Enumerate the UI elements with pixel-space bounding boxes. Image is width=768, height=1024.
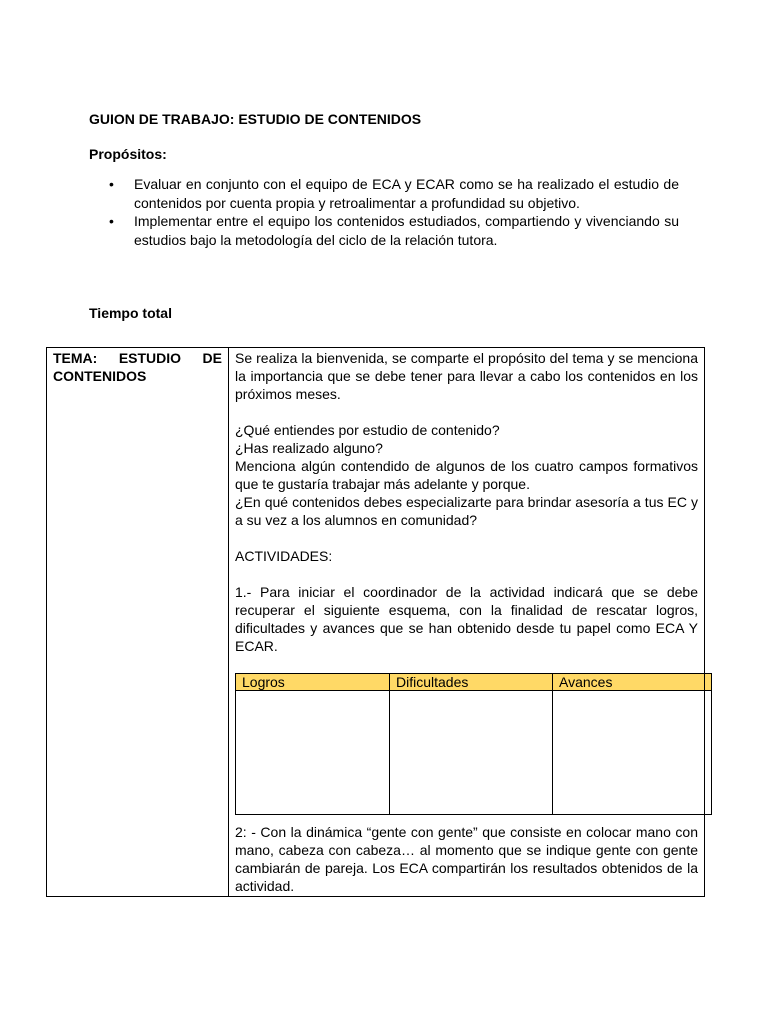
dificultades-cell	[390, 691, 553, 815]
bullet-icon: •	[109, 176, 114, 192]
question-1: ¿Qué entiendes por estudio de contenido?	[235, 422, 500, 438]
bullet-icon: •	[109, 213, 114, 229]
purposes-heading: Propósitos:	[89, 146, 167, 162]
purpose-item	[89, 212, 679, 249]
avances-cell	[553, 691, 712, 815]
activities-label: ACTIVIDADES:	[235, 548, 333, 564]
question-3: Menciona algún contendido de algunos de los cuatro campos formativos que te gustaría trabajar más adelante y porque.	[235, 458, 698, 492]
activity-1: 1.- Para iniciar el coordinador de la actividad indicará que se debe recuperar el siguiente esquema, con la finalidad de rescatar logros, dificultades y avances que se han obtenido desde tu papel como ECA Y ECAR.	[235, 584, 698, 654]
purpose-item	[89, 175, 679, 212]
content-cell	[229, 348, 705, 897]
activity-table	[46, 347, 705, 897]
purpose-text: Evaluar en conjunto con el equipo de ECA y ECAR como se ha realizado el estudio de contenidos por cuenta propia y retroalimentar a profundidad su objetivo.	[134, 176, 679, 211]
time-total-label: Tiempo total	[89, 305, 172, 321]
logros-cell	[236, 691, 390, 815]
purpose-text: Implementar entre el equipo los contenidos estudiados, compartiendo y vivenciando su estudios bajo la metodología del ciclo de la relación tutora.	[134, 213, 679, 248]
intro-paragraph: Se realiza la bienvenida, se comparte el propósito del tema y se menciona la importancia que se debe tener para llevar a cabo los contenidos en los próximos meses.	[235, 350, 698, 402]
tema-cell: TEMA: ESTUDIO DE CONTENIDOS	[47, 348, 229, 897]
header-avances: Avances	[553, 674, 712, 691]
activity-2: 2: - Con la dinámica “gente con gente” que consiste en colocar mano con mano, cabeza con cabeza… al momento que se indique gente con gente cambiarán de pareja. Los ECA compartirán los resultados obtenidos de la actividad.	[235, 824, 698, 894]
question-2: ¿Has realizado alguno?	[235, 440, 383, 456]
question-4: ¿En qué contenidos debes especializarte para brindar asesoría a tus EC y a su vez a los alumnos en comunidad?	[235, 494, 698, 528]
header-logros: Logros	[236, 674, 390, 691]
document-title: GUION DE TRABAJO: ESTUDIO DE CONTENIDOS	[89, 111, 422, 127]
purposes-list	[89, 175, 679, 249]
logros-table	[235, 673, 712, 815]
header-dificultades: Dificultades	[390, 674, 553, 691]
